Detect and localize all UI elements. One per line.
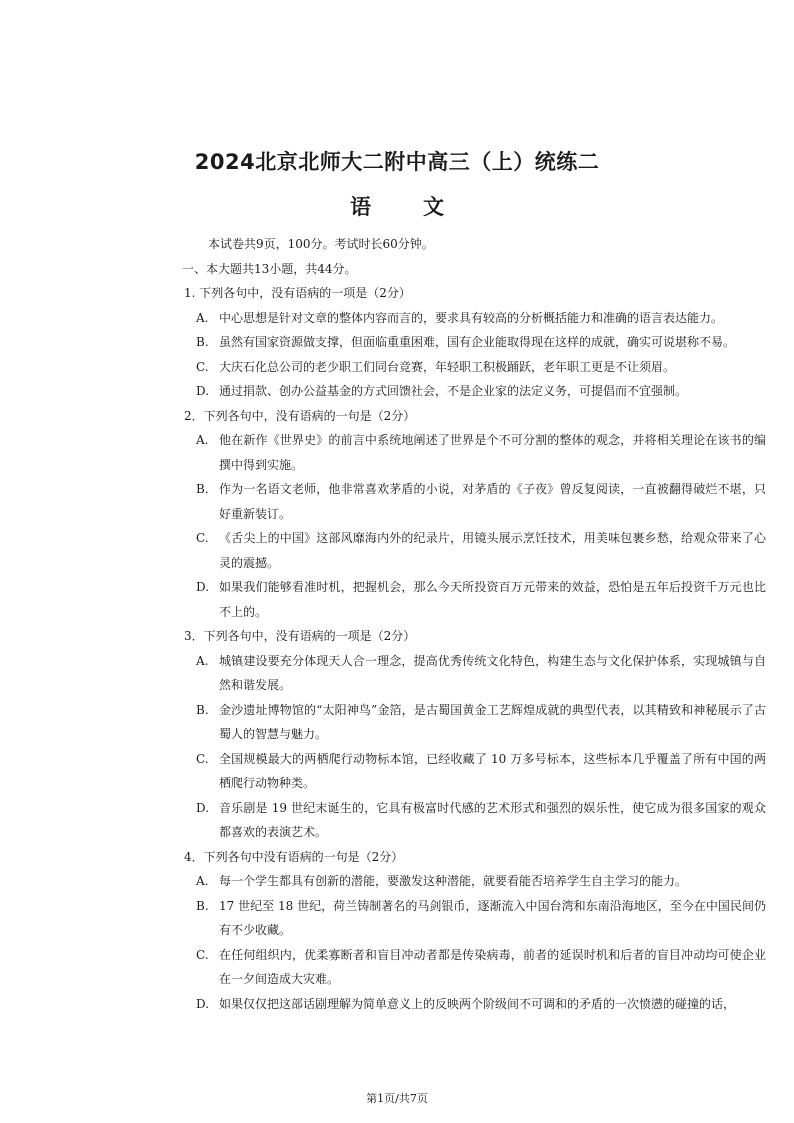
question-2 <box>182 404 766 625</box>
option-letter: D. <box>196 384 210 398</box>
option-text: 17 世纪至 18 世纪，荷兰铸制著名的马剑银币，逐渐流入中国台湾和东南沿海地区，至今在中国民间仍有不少收藏。 <box>219 898 766 937</box>
option-text: 每一个学生都具有创新的潜能，要激发这种潜能，就要看能否培养学生自主学习的能力。 <box>219 874 688 888</box>
intro-text: 本试卷共9页，100分。考试时长60分钟。 <box>208 237 434 251</box>
option-text: 通过捐款、创办公益基金的方式回馈社会，不是企业家的法定义务，可提倡而不宜强制。 <box>219 384 688 398</box>
option-text: 如果我们能够看准时机，把握机会，那么今天所投资百万元带来的效益，恐怕是五年后投资千万元也比不上的。 <box>219 580 766 619</box>
option-letter: C. <box>196 531 209 545</box>
question-4 <box>182 845 766 1017</box>
option-a <box>182 306 766 331</box>
option-b <box>182 894 766 943</box>
option-text: 大庆石化总公司的老少职工们同台竞赛，年轻职工积极踊跃，老年职工更是不让须眉。 <box>219 359 676 374</box>
question-3 <box>182 624 766 845</box>
option-c <box>182 355 766 380</box>
option-text: 全国规模最大的两栖爬行动物标本馆，已经收藏了 10 万多号标本，这些标本几乎覆盖了所有中国的两栖爬行动物种类。 <box>219 751 766 790</box>
option-letter: D. <box>196 580 210 594</box>
option-text: 《舌尖上的中国》这部风靡海内外的纪录片，用镜头展示烹饪技术，用美味包裹乡愁，给观众带来了心灵的震撼。 <box>219 531 766 570</box>
option-letter: B. <box>196 702 209 717</box>
question-stem: 1. 下列各句中，没有语病的一项是（2分） <box>184 286 411 300</box>
option-b <box>182 330 766 355</box>
option-text: 金沙遗址博物馆的“太阳神鸟”金箔，是古蜀国黄金工艺辉煌成就的典型代表，以其精致和神秘展示了古蜀人的智慧与魅力。 <box>219 702 766 741</box>
subject-title: 语文 <box>350 195 496 219</box>
option-letter: A. <box>196 653 209 668</box>
option-letter: C. <box>196 359 209 374</box>
exam-content <box>182 232 766 1016</box>
option-text: 在任何组织内，优柔寡断者和盲目冲动者都是传染病毒，前者的延误时机和后者的盲目冲动均可使企业在一夕间造成大灾难。 <box>219 947 766 986</box>
option-text: 虽然有国家资源做支撑，但面临重重困难，国有企业能取得现在这样的成就，确实可说堪称不易。 <box>219 335 736 349</box>
page-title: 2024北京北师大二附中高三（上）统练二 <box>194 150 600 174</box>
option-a <box>182 869 766 894</box>
option-c <box>182 747 766 796</box>
option-letter: B. <box>196 335 209 349</box>
option-letter: A. <box>196 310 209 325</box>
option-letter: B. <box>196 482 209 496</box>
option-d <box>182 796 766 845</box>
option-letter: A. <box>196 433 209 447</box>
option-text: 中心思想是针对文章的整体内容而言的，要求具有较高的分析概括能力和准确的语言表达能力。 <box>219 310 724 325</box>
question-list <box>182 281 766 1016</box>
section-heading: 一、本大题共13小题，共44分。 <box>182 261 357 276</box>
question-stem: 2．下列各句中，没有语病的一句是（2分） <box>184 408 416 423</box>
option-letter: C. <box>196 947 209 962</box>
question-stem: 4．下列各句中没有语病的一句是（2分） <box>184 849 404 864</box>
option-b <box>182 698 766 747</box>
option-b <box>182 477 766 526</box>
option-a <box>182 428 766 477</box>
option-d <box>182 575 766 624</box>
option-letter: D. <box>196 996 210 1011</box>
option-text: 城镇建设要充分体现天人合一理念，提高优秀传统文化特色，构建生态与文化保护体系，实现城镇与自然和谐发展。 <box>219 653 766 692</box>
option-text: 作为一名语文老师，他非常喜欢茅盾的小说，对茅盾的《子夜》曾反复阅读，一直被翻得破烂不堪，只好重新装订。 <box>219 482 766 521</box>
option-d <box>182 992 766 1017</box>
question-stem: 3．下列各句中，没有语病的一项是（2分） <box>184 629 416 643</box>
option-text: 音乐剧是 19 世纪末诞生的，它具有极富时代感的艺术形式和强烈的娱乐性，使它成为很多国家的观众都喜欢的表演艺术。 <box>219 800 766 839</box>
question-1 <box>182 281 766 404</box>
option-a <box>182 649 766 698</box>
option-text: 他在新作《世界史》的前言中系统地阐述了世界是个不可分割的整体的观念，并将相关理论在该书的编撰中得到实施。 <box>219 433 766 472</box>
option-d <box>182 379 766 404</box>
option-letter: A. <box>196 874 209 888</box>
option-letter: D. <box>196 800 210 815</box>
option-text: 如果仅仅把这部话剧理解为简单意义上的反映两个阶级间不可调和的矛盾的一次愤懑的碰撞的话， <box>219 996 736 1011</box>
option-letter: B. <box>196 898 209 913</box>
option-letter: C. <box>196 751 209 766</box>
option-c <box>182 526 766 575</box>
page-number: 第1页/共7页 <box>366 1092 428 1105</box>
option-c <box>182 943 766 992</box>
